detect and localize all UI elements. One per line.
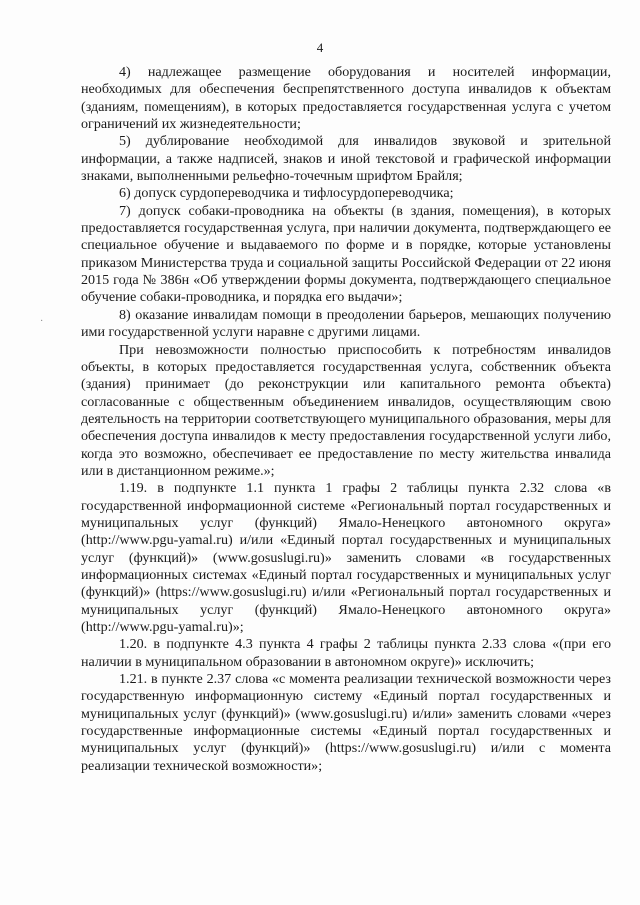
document-body	[81, 64, 611, 775]
paragraph-accessibility-measures: При невозможности полностью приспособить к потребностям инвалидов объекты, в которых предоставляется государственная услуга, собственник объекта (здания) принимает (до реконструкции или капитального ремонта объекта) согласованные с общественным объединением инвалидов, осуществляющим свою деятельность на территории соответствующего муниципального образования, меры для обеспечения доступа инвалидов к месту предоставления государственной услуги либо, когда это возможно, обеспечивает ее предоставление по месту жительства инвалида или в дистанционном режиме.»;	[81, 341, 611, 479]
paragraph-item-4: 4) надлежащее размещение оборудования и носителей информации, необходимых для обеспечения беспрепятственного доступа инвалидов к объектам (зданиям, помещениям), в которых предоставляется государственная услуга с учетом ограничений их жизнедеятельности;	[81, 64, 611, 133]
paragraph-1-21: 1.21. в пункте 2.37 слова «с момента реализации технической возможности через государственную информационную систему «Единый портал государственных и муниципальных услуг (функций)» (www.gosuslugi.ru) и/или» заменить словами «через государственные информационные системы «Единый портал государственных и муниципальных услуг (функций)» (https://www.gosuslugi.ru) и/или с момента реализации технической возможности»;	[81, 671, 611, 774]
paragraph-item-7: 7) допуск собаки-проводника на объекты (в здания, помещения), в которых предоставляется государственная услуга, при наличии документа, подтверждающего ее специальное обучение и выдаваемого по форме и в порядке, которые установлены приказом Министерства труда и социальной защиты Российской Федерации от 22 июня 2015 года № 386н «Об утверждении формы документа, подтверждающего специальное обучение собаки-проводника, и порядка его выдачи»;	[81, 202, 611, 306]
page-number: 4	[316, 40, 324, 55]
paragraph-item-6: 6) допуск сурдопереводчика и тифлосурдопереводчика;	[119, 185, 454, 202]
paragraph-item-8: 8) оказание инвалидам помощи в преодолении барьеров, мешающих получению ими государственной услуги наравне с другими лицами.	[81, 306, 611, 341]
paragraph-item-5: 5) дублирование необходимой для инвалидов звуковой и зрительной информации, а также надписей, знаков и иной текстовой и графической информации знаками, выполненными рельефно-точечным шрифтом Брайля;	[81, 133, 611, 185]
margin-mark: ·	[40, 316, 44, 327]
paragraph-1-19: 1.19. в подпункте 1.1 пункта 1 графы 2 таблицы пункта 2.32 слова «в государственной информационной системе «Региональный портал государственных и муниципальных услуг (функций) Ямало-Ненецкого автономного округа» (http://www.pgu-yamal.ru) и/или «Единый портал государственных и муниципальных услуг (функций)» (www.gosuslugi.ru)» заменить словами «в государственных информационных системах «Единый портал государственных и муниципальных услуг (функций)» (https://www.gosuslugi.ru) и/или «Региональный портал государственных и муниципальных услуг (функций) Ямало-Ненецкого автономного округа» (http://www.pgu-yamal.ru)»;	[81, 480, 611, 635]
paragraph-1-20: 1.20. в подпункте 4.3 пункта 4 графы 2 таблицы пункта 2.33 слова «(при его наличии в муниципальном образовании в автономном округе)» исключить;	[81, 636, 611, 670]
